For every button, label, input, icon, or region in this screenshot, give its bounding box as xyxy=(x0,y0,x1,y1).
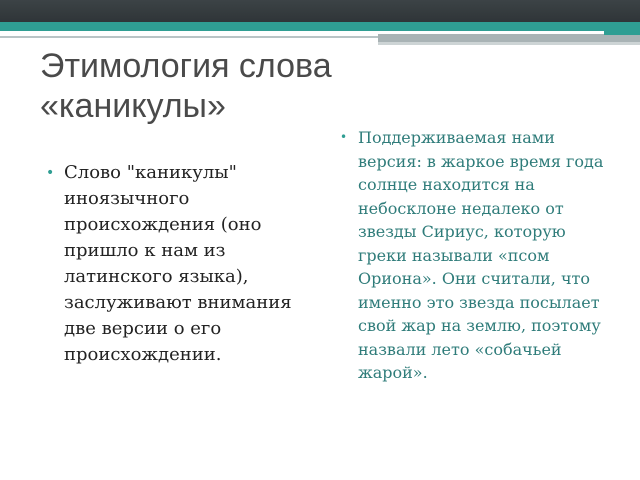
header-dark-bar xyxy=(0,0,640,22)
left-bullet-item xyxy=(46,160,316,368)
slide-title: Этимология слова «каникулы» xyxy=(40,47,332,125)
right-column xyxy=(340,126,610,385)
left-bullet-text: Слово "каникулы" иноязычного происхождения (оно пришло к нам из латинского языка), заслуживают внимания две версии о его происхождении. xyxy=(64,162,292,365)
right-bullet-item xyxy=(340,126,610,385)
bullet-dot-icon: • xyxy=(340,130,348,144)
header-gray-bar xyxy=(378,34,640,42)
header-accent-bar xyxy=(0,22,640,31)
header-accent-tick xyxy=(604,31,640,35)
right-bullet-text: Поддерживаемая нами версия: в жаркое время года солнце находится на небосклоне недалеко от звезды Сириус, которую греки называли «псом Ориона». Они считали, что именно это звезда посылает свой жар на землю, поэтому назвали лето «собачьей жарой». xyxy=(358,128,604,382)
bullet-dot-icon: • xyxy=(46,165,55,181)
header-gray-light-bar xyxy=(378,42,640,45)
left-column xyxy=(46,160,316,368)
